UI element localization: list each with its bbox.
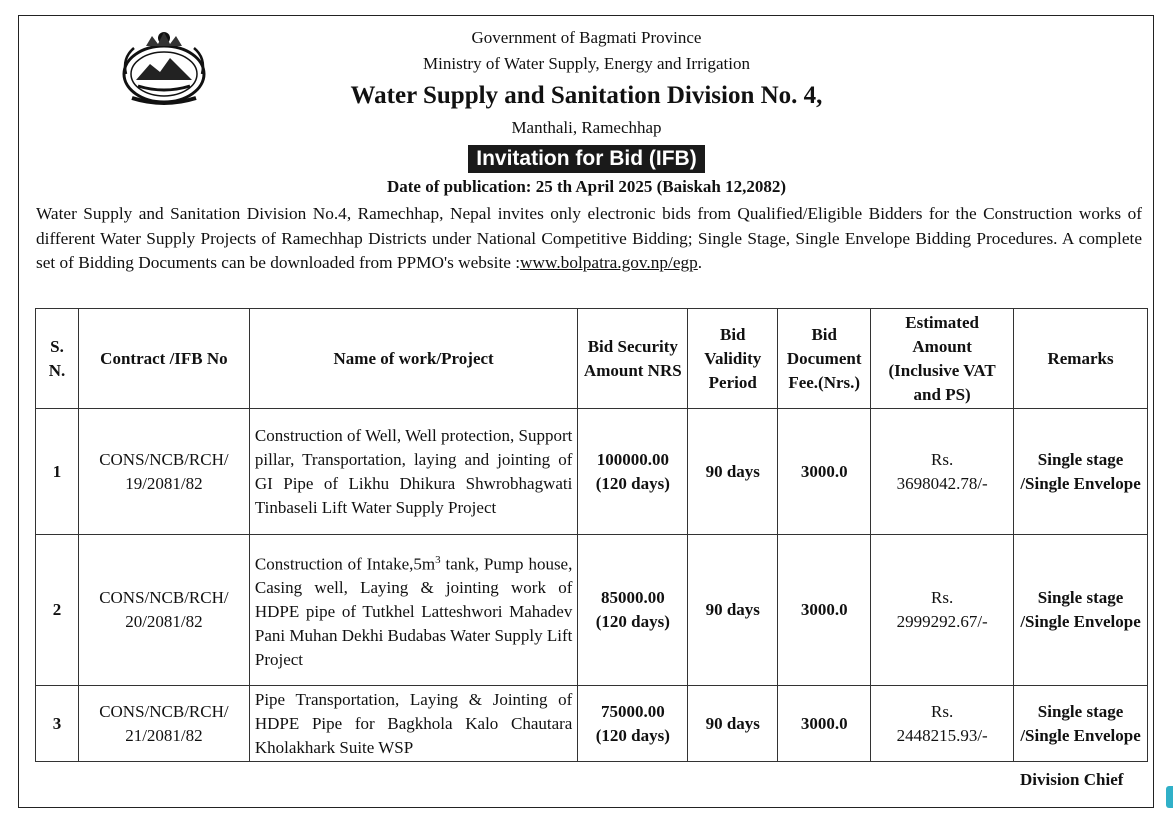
header-contract: Contract /IFB No [78, 309, 249, 409]
intro-text: Water Supply and Sanitation Division No.4, Ramechhap, Nepal invites only electronic bids from Qualified/Eligible Bidders for the Construction works of different Water Supply Projects of Ramechhap Districts under National Competitive Bidding; Single Stage, Single Envelope Bidding Procedures. A complete set of Bidding Documents can be downloaded from PPMO's website : [36, 204, 1142, 272]
intro-paragraph: Water Supply and Sanitation Division No.4, Ramechhap, Nepal invites only electronic bids from Qualified/Eligible Bidders for the Construction works of different Water Supply Projects of Ramechhap Districts under National Competitive Bidding; Single Stage, Single Envelope Bidding Procedures. A complete set of Bidding Documents can be downloaded from PPMO's website :www.bolpatra.gov.np/egp. [36, 204, 1142, 272]
row-contract: CONS/NCB/RCH/ 20/2081/82 [78, 535, 249, 686]
table-row [36, 409, 1148, 535]
ministry-name: Ministry of Water Supply, Energy and Irrigation [423, 54, 750, 73]
table-row [36, 535, 1148, 686]
signature-title: Division Chief [1020, 770, 1124, 789]
header-sn: S. N. [36, 309, 79, 409]
edge-marker [1166, 786, 1173, 808]
row-security: 75000.00 (120 days) [578, 686, 688, 762]
row-remarks: Single stage /Single Envelope [1014, 535, 1148, 686]
header-validity: Bid Validity Period [688, 309, 778, 409]
row-contract: CONS/NCB/RCH/ 19/2081/82 [78, 409, 249, 535]
table-row [36, 686, 1148, 762]
government-name: Government of Bagmati Province [471, 28, 702, 47]
row-validity: 90 days [688, 686, 778, 762]
row-sn: 3 [36, 686, 79, 762]
header-security: Bid Security Amount NRS [578, 309, 688, 409]
row-estimate: Rs. 2999292.67/- [871, 535, 1014, 686]
row-work-name: Construction of $Intake,5m^3$ tank, Pump house, Casing well, Laying & jointing work of HDPE pipe of Tutkhel Latteshwori Mahadev Pani Muhan Dekhi Budabas Water Supply Lift Project [249, 535, 577, 686]
row-work-name: Construction of Well, Well protection, Support pillar, Transportation, laying and jointing of GI Pipe of Likhu Dhikura Shwrobhagwati Tinbaseli Lift Water Supply Project [249, 409, 577, 535]
row-validity: 90 days [688, 409, 778, 535]
row-sn: 2 [36, 535, 79, 686]
row-validity: 90 days [688, 535, 778, 686]
division-name: Water Supply and Sanitation Division No. 4, [350, 82, 823, 109]
row-security: 85000.00 (120 days) [578, 535, 688, 686]
ppmo-website-link[interactable]: www.bolpatra.gov.np/egp [520, 253, 698, 272]
row-contract: CONS/NCB/RCH/ 21/2081/82 [78, 686, 249, 762]
table-header-row [36, 309, 1148, 409]
row-remarks: Single stage /Single Envelope [1014, 409, 1148, 535]
row-fee: 3000.0 [778, 409, 871, 535]
row-estimate: Rs. 2448215.93/- [871, 686, 1014, 762]
row-fee: 3000.0 [778, 535, 871, 686]
header-remarks: Remarks [1014, 309, 1148, 409]
row-fee: 3000.0 [778, 686, 871, 762]
notice-title: Invitation for Bid (IFB) [468, 145, 704, 173]
header-name: Name of work/Project [249, 309, 577, 409]
row-estimate: Rs. 3698042.78/- [871, 409, 1014, 535]
bid-table [35, 308, 1148, 762]
row-security: 100000.00 (120 days) [578, 409, 688, 535]
header-fee: Bid Document Fee.(Nrs.) [778, 309, 871, 409]
division-location: Manthali, Ramechhap [511, 118, 662, 137]
header-estimate: Estimated Amount (Inclusive VAT and PS) [871, 309, 1014, 409]
row-remarks: Single stage /Single Envelope [1014, 686, 1148, 762]
publication-date: Date of publication: 25 th April 2025 (Baiskah 12,2082) [386, 177, 787, 196]
row-sn: 1 [36, 409, 79, 535]
row-work-name: Pipe Transportation, Laying & Jointing of HDPE Pipe for Bagkhola Kalo Chautara Kholakhark Suite WSP [249, 686, 577, 762]
